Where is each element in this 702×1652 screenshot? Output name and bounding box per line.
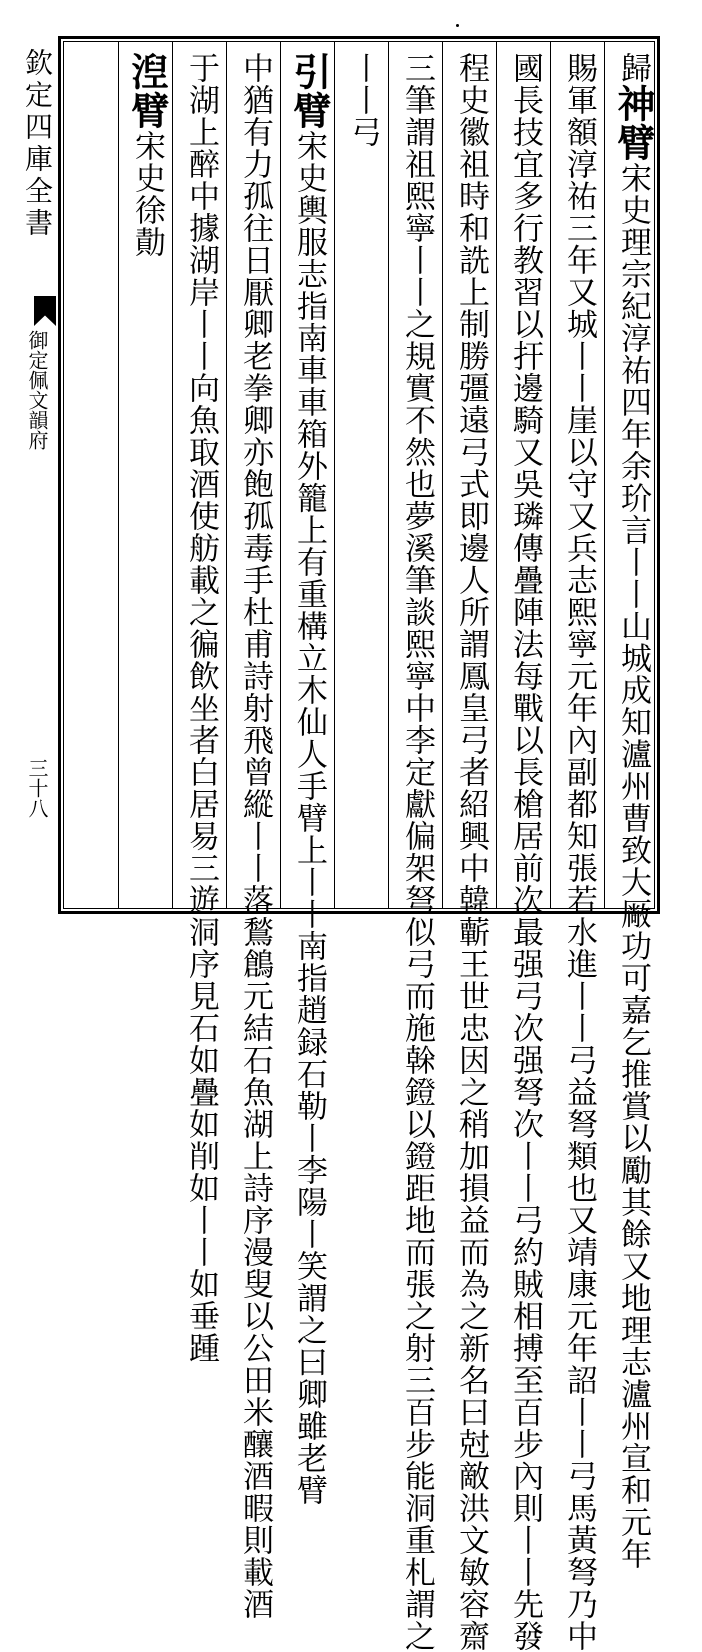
page-number: 三十八 xyxy=(25,758,49,818)
text-column xyxy=(450,52,492,1652)
text-column xyxy=(180,52,222,1364)
column-text: 宋史輿服志指南車車箱外籠上有重構立木仙人手臂上丨丨南指趙録石勒丨李陽丨笑謂之曰卿雖老臂 xyxy=(291,130,327,1506)
text-column xyxy=(126,52,168,902)
column-rule xyxy=(226,41,227,909)
column-rule xyxy=(172,41,173,909)
column-rule xyxy=(442,41,443,909)
column-text: 宋史理宗紀淳祐四年余玠言丨丨山城成知瀘州曹致大厰功可嘉乞推賞以勵其餘又地理志瀘州宣和元年 xyxy=(615,162,651,1570)
column-text: 三筆謂祖熙寧丨丨之規實不然也夢溪筆談熙寧中李定獻偏架弩似弓而施榦鐙以鐙距地而張之射三百步能洞重札謂之 xyxy=(399,52,435,1652)
column-text: 于湖上醉中據湖岸丨丨向魚取酒使舫載之徧飲坐者白居易三遊洞序見石如疊如削如丨丨如垂踵 xyxy=(183,52,219,1364)
column-text: 賜軍額淳祐三年又城丨丨崖以守又兵志熙寧元年內副都知張若水進丨丨弓益弩類也又靖康元年詔丨丨弓馬黃弩乃中 xyxy=(561,52,597,1652)
text-column xyxy=(611,52,656,1570)
column-text: 中猶有力孤往日厭卿老拳卿亦飽孤毒手杜甫詩射飛曾縱丨丨落鶖鶬元結石魚湖上詩序漫叟以公田米釀酒暇則載酒 xyxy=(237,52,273,1620)
text-column xyxy=(234,52,276,1620)
fishtail-mark-icon xyxy=(34,296,56,326)
column-rule xyxy=(550,41,551,909)
headword: 神臂 xyxy=(611,84,656,162)
book-subtitle: 御定佩文韻府 xyxy=(25,330,49,450)
book-title: 欽定四庫全書 xyxy=(21,48,54,240)
text-column xyxy=(396,52,438,1652)
column-rule xyxy=(388,41,389,909)
column-rule xyxy=(604,41,605,909)
text-column xyxy=(558,52,600,1652)
headword: 引臂 xyxy=(287,52,332,130)
headword: 湼臂 xyxy=(125,52,170,130)
column-rule xyxy=(334,41,335,909)
column-rule xyxy=(118,41,119,909)
column-text: 國長技宜多行教習以扞邊騎又吳璘傳疊陣法每戰以長槍居前次最强弓次强弩次丨丨弓約賊相搏至百步內則丨丨先發 xyxy=(507,52,543,1652)
column-rule xyxy=(280,41,281,909)
ink-speck xyxy=(456,24,459,27)
column-text: 丨丨弓 xyxy=(345,52,381,148)
text-column xyxy=(287,52,332,1506)
column-rule xyxy=(496,41,497,909)
rhyme-head: 歸 xyxy=(615,52,651,84)
column-text: 宋史徐勣 xyxy=(129,130,165,258)
text-column xyxy=(504,52,546,1652)
text-column xyxy=(342,52,384,902)
column-text: 程史徽祖時和詵上制勝彊遠弓式即邊人所謂鳳皇弓者紹興中韓蘄王世忠因之稍加損益而為之新名曰尅敵洪文敏容齋 xyxy=(453,52,489,1652)
